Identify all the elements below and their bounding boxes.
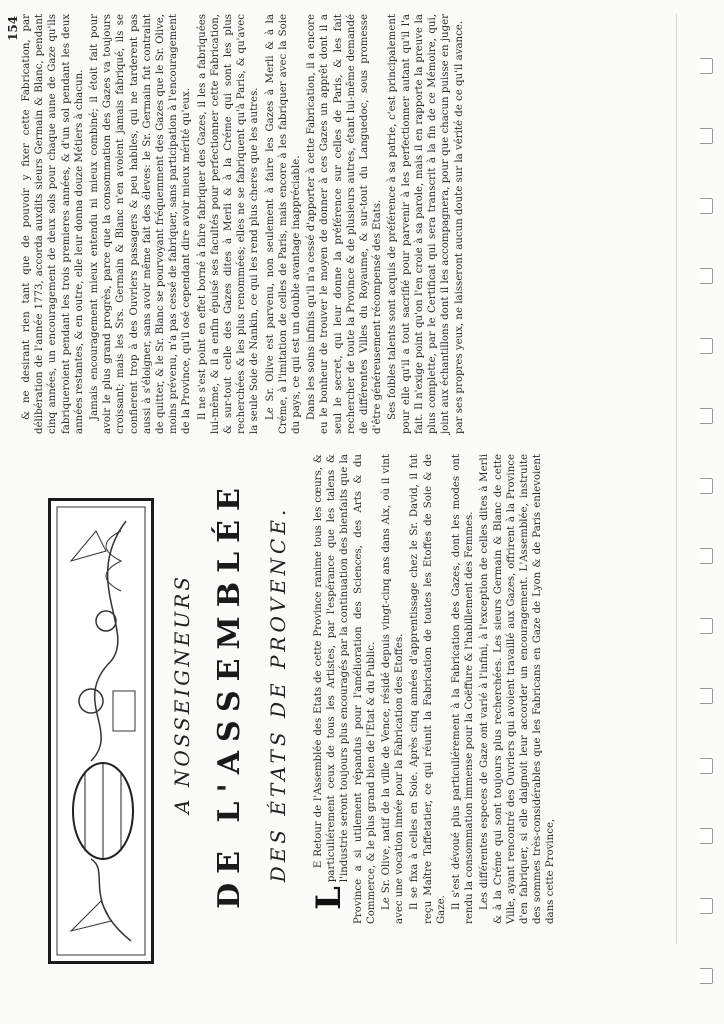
left-text-column [309, 454, 560, 924]
heading-line-3: DES ÉTATS DE PROVENCE. [266, 505, 290, 883]
binder-tab-icon [700, 268, 713, 284]
binder-tab-icon [700, 968, 713, 984]
paragraph-text: E Retour de l'Assemblée des Etats de cette Province ranime tous les cœurs, & particuliérement ceux de tous les Artistes, par l'espérance que les talens & l'industrie seront toujours plus encouragés par la continuation des bienfaits que la Province a si utilement répandus pour l'amélioration des Sciences, des Arts & du Commerce, & le plus grand bien de l'Etat & du Public. [313, 454, 377, 924]
paragraph: Le Sr. Olive, natif de la ville de Vence, résidé depuis vingt-cinq ans dans Aix, où il vint avec une vocation innée pour la Fabrication des Etoffes. [381, 454, 406, 924]
ornament-headpiece-icon [48, 498, 154, 964]
binder-tab-icon [700, 338, 713, 354]
heading-line-1: A NOSSEIGNEURS [170, 574, 194, 814]
paragraph: Les différentes especes de Gaze ont varié à l'infini, à l'exception de celles dites à Merli & à la Créme qui sont toujours plus recherchées. Les sieurs Germain & Blanc de cette Ville, ayant rencontré des Ouvriers qui avoient travaillé aux Gazes, offrirent à la Province d'en fabriquer, si elle daignoit leur accorder un encouragement. L'Assemblée, instruite des sommes très-considérables que les Fabricans en Gaze de Lyon & de Paris enlevoient dans cette Province, [479, 454, 557, 924]
page-number: 154 [6, 15, 20, 41]
paragraph: Il s'est dévoué plus particuliérement à la Fabrication des Gazes, dont les modes ont rendu la consommation immense pour la Coëffure & l'habillement des Femmes. [451, 454, 476, 924]
paragraph: Ses foibles talents sont acquis de préférence à sa patrie, c'est principalement pour elle qu'il a tout sacrifié pour parvenir à les perfectionner autant qu'il l'a fait. Il n'exige point qu'on l'en croie à sa parole, mais il en rapporte la preuve la plus complette, par le Certificat qui sera transcrit à la fin de ce Mémoire, qui, joint aux échantillons dont il les accompagnera, pour que chacun puisse en juger par ses propres yeux, ne laisseront aucun doute sur la vérité de ce qu'il avance. [387, 14, 465, 434]
binder-tab-icon [700, 128, 713, 144]
binder-tab-icon [700, 618, 713, 634]
binder-tab-icon [700, 898, 713, 914]
binder-tab-icon [700, 758, 713, 774]
binder-tab-icon [700, 688, 713, 704]
heading-line-2: DE L'ASSEMBLÉE [212, 479, 247, 909]
drop-cap: L [309, 886, 349, 910]
paragraph: Le Sr. Olive est parvenu, non seulement à faire les Gazes à Merli & à la Créme, à l'imitation de celles de Paris, mais encore à les fabriquer avec la Soie du pays, ce qui est un double avantage inappréciable. [264, 14, 303, 434]
paragraph: Jamais encouragement mieux entendu ni mieux combiné; il étoit fait pour avoir le plus grand progrès, parce que la consommation des Gazes va toujours croissant; mais les Srs. Germain & Blanc n'en avoient jamais fabriqué, ils se confierent trop à des Ouvriers passagers & peu habiles, qui ne tarderent pas aussi à s'éloigner, sans avoir même fait des éleves: le Sr. Germain fut contraint de quitter, & le Sr. Blanc se pourvoyant fréquemment des Gazes que le Sr. Olive, moins prévenu, n'a pas cessé de fabriquer, sans participation à l'encouragement de la Province, qu'il osé cependant dire avoir mieux mérité qu'eux. [89, 14, 193, 434]
binder-tab-icon [700, 198, 713, 214]
page-edge-divider [676, 14, 677, 944]
binder-tab-icon [700, 828, 713, 844]
binder-tab-icon [700, 478, 713, 494]
paragraph: Dans les soins infinis qu'il n'a cessé d'apporter à cette Fabrication, il a encore eu le bonheur de trouver le moyen de donner à ces Gazes un apprêt dont il a seul le secret, qui leur donne la préférence sur celles de Paris, & les fait rechercher de toute la Province & de plusieurs autres, étant lui-même demandé de différentes Villes du Royaume, & sur-tout du Languedoc, sous promesse d'être généreusement récompensé des Etats. [306, 14, 384, 434]
binder-tab-icon [700, 58, 713, 74]
paragraph: Il se fixa à celles en Soie. Après cinq années d'apprentissage chez le Sr. David, il fut reçu Maître Taffetatier, ce qui réunit la Fabrication de toutes les Etoffes de Soie & de Gaze. [409, 454, 447, 924]
paragraph: & ne desirant rien tant que de pouvoir y fixer cette Fabrication, par délibération de l'année 1773, accorda auxdits sieurs Germain & Blanc, pendant cinq années, un encouragement de deux sols pour chaque aune de Gaze qu'ils fabriqueroient pendant les trois premieres années, & d'un sol pendant les deux années restantes, & en outre, elle leur donna douze Métiers à chacun. [21, 14, 85, 434]
paragraph [309, 454, 378, 924]
binder-tab-icon [700, 408, 713, 424]
binder-margin [690, 0, 724, 1024]
paragraph: Il ne s'est point en effet borné à faire fabriquer des Gazes, il les a fabriquées lui-même, & il a enfin épuisé ses facultés pour perfectionner cette Fabrication, & sur-tout celle des Gazes dites à Merli & à la Créme qui sont les plus recherchées & les plus renommées; elles ne se fabriquent qu'à Paris, & qu'avec la seule Soie de Nankin, ce qui les rend plus cheres que les autres. [196, 14, 261, 434]
binder-tab-icon [700, 548, 713, 564]
right-text-column [20, 14, 468, 434]
